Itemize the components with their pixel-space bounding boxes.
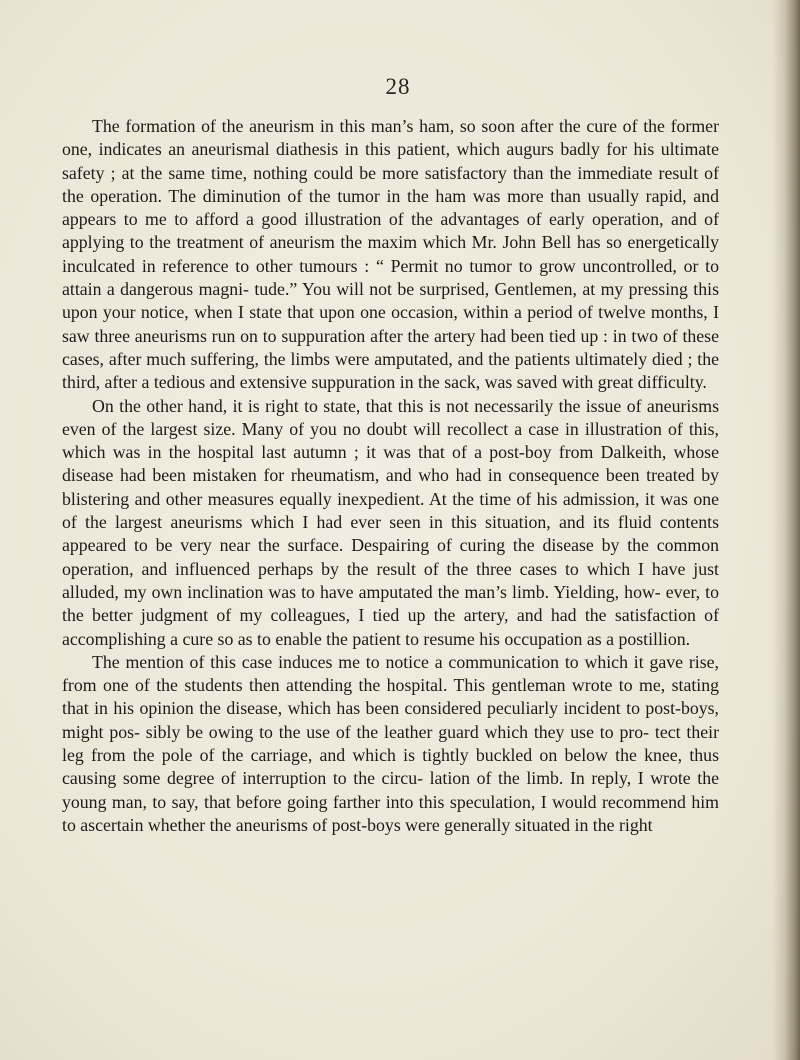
paragraph-1: The formation of the aneurism in this man’s ham, so soon after the cure of the former one, indicates an aneurismal diathesis in this patient, which augurs badly for his ultimate safety ; at the same time, nothing could be more satisfactory than the immediate result of the operation. The diminution of the tumor in the ham was more than usually rapid, and appears to me to afford a good illustration of the advantages of early operation, and of applying to the treatment of aneurism the maxim which Mr. John Bell has so energetically inculcated in reference to other tumours : “ Permit no tumor to grow uncontrolled, or to attain a dangerous magni- tude.” You will not be surprised, Gentlemen, at my pressing this upon your notice, when I state that upon one occasion, within a period of twelve months, I saw three aneurisms run on to suppuration after the artery had been tied up : in two of these cases, after much suffering, the limbs were amputated, and the patients ultimately died ; the third, after a tedious and extensive suppuration in the sack, was saved with great difficulty.	[62, 116, 719, 393]
paragraph-3: The mention of this case induces me to notice a communication to which it gave rise, from one of the students then attending the hospital. This gentleman wrote to me, stating that in his opinion the disease, which has been considered peculiarly incident to post-boys, might pos- sibly be owing to the use of the leather guard which they use to pro- tect their leg from the pole of the carriage, and which is tightly buckled on below the knee, thus causing some degree of interruption to the circu- lation of the limb. In reply, I wrote the young man, to say, that before going farther into this speculation, I would recommend him to ascertain whether the aneurisms of post-boys were generally situated in the right	[62, 651, 719, 835]
body-text	[62, 115, 719, 837]
page-edge-shadow	[772, 0, 800, 1060]
paragraph-2: On the other hand, it is right to state, that this is not necessarily the issue of aneurisms even of the largest size. Many of you no doubt will recollect a case in illustration of this, which was in the hospital last autumn ; it was that of a post-boy from Dalkeith, whose disease had been mistaken for rheumatism, and who had in consequence been treated by blistering and other measures equally inexpedient. At the time of his admission, it was one of the largest aneurisms which I had ever seen in this situation, and its fluid contents appeared to be very near the surface. Despairing of curing the disease by the common operation, and influenced perhaps by the result of the three cases to which I have just alluded, my own inclination was to have amputated the man’s limb. Yielding, how- ever, to the better judgment of my colleagues, I tied up the artery, and had the satisfaction of accomplishing a cure so as to enable the patient to resume his occupation as a postillion.	[62, 395, 719, 649]
page-number: 28	[385, 74, 411, 99]
